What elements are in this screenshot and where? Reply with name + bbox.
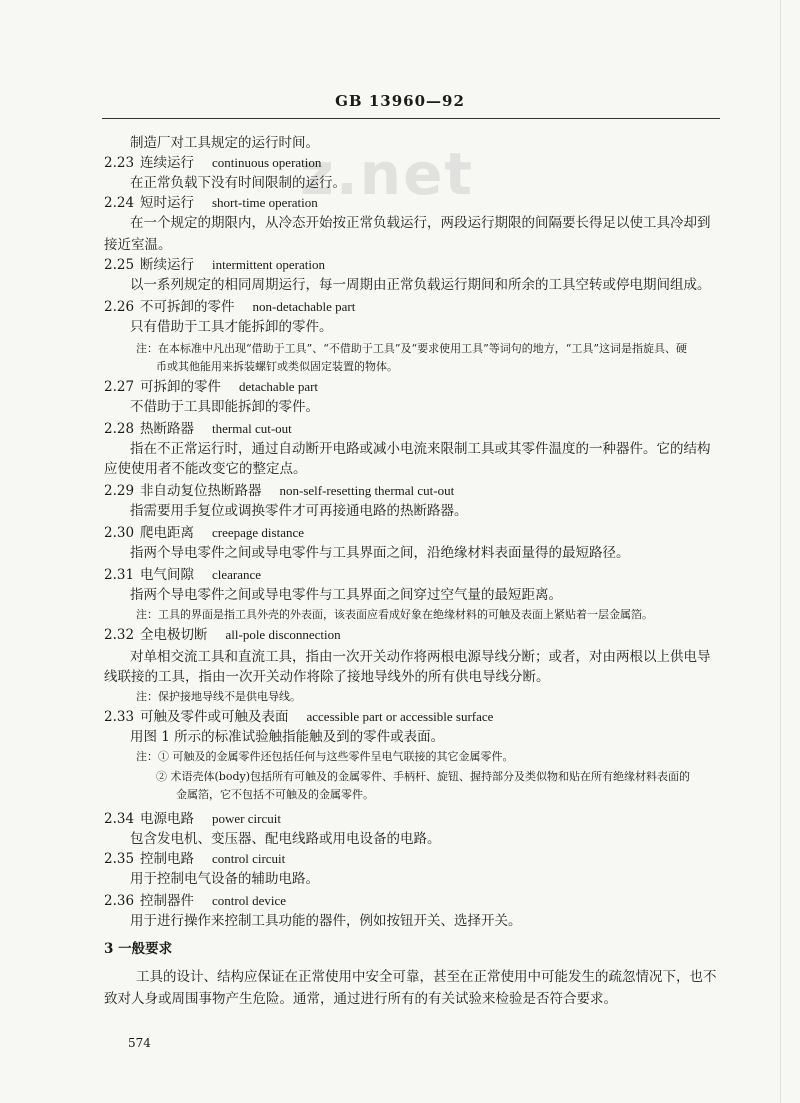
body-text-line: 应使使用者不能改变它的整定点。 — [104, 461, 307, 477]
body-text-line: 指需要用手复位或调换零件才可再接通电路的热断路器。 — [130, 503, 468, 519]
term-english: accessible part or accessible surface — [306, 709, 494, 724]
body-text-line: 制造厂对工具规定的运行时间。 — [130, 135, 319, 151]
body-text-line: 指两个导电零件之间或导电零件与工具界面之间穿过空气量的最短距离。 — [130, 587, 562, 603]
term-entry — [104, 626, 341, 644]
term-english: creepage distance — [212, 525, 305, 540]
term-english: clearance — [212, 567, 262, 582]
term-number: 2.35 — [104, 851, 135, 867]
term-number: 2.29 — [104, 483, 135, 499]
term-chinese: 可触及零件或可触及表面 — [140, 709, 289, 725]
body-text-line: 指两个导电零件之间或导电零件与工具界面之间，沿绝缘材料表面量得的最短路径。 — [130, 545, 630, 561]
section-heading: 3 一般要求 — [104, 941, 173, 957]
body-text-line: 线联接的工具，指由一次开关动作将除了接地导线外的所有供电导线分断。 — [104, 669, 550, 685]
term-entry — [104, 566, 261, 584]
term-chinese: 全电极切断 — [140, 627, 208, 643]
term-number: 2.26 — [104, 299, 135, 315]
note-line: 币或其他能用来拆装螺钉或类似固定装置的物体。 — [156, 360, 398, 373]
term-number: 2.33 — [104, 709, 135, 725]
term-entry — [104, 256, 325, 274]
term-number: 2.32 — [104, 627, 135, 643]
term-english: all-pole disconnection — [225, 627, 341, 642]
term-chinese: 可拆卸的零件 — [140, 379, 221, 395]
body-text-line: 不借助于工具即能拆卸的零件。 — [130, 399, 319, 415]
scan-edge — [780, 0, 781, 1103]
header-divider — [102, 118, 720, 119]
term-chinese: 电气间隙 — [140, 567, 194, 583]
term-entry — [104, 378, 318, 396]
term-english: non-self-resetting thermal cut-out — [279, 483, 455, 498]
term-entry — [104, 524, 304, 542]
term-entry — [104, 708, 493, 726]
term-entry — [104, 892, 286, 910]
note-line: 注：工具的界面是指工具外壳的外表面，该表面应看成好象在绝缘材料的可触及表面上紧贴着一层金属箔。 — [136, 608, 653, 621]
term-chinese: 连续运行 — [140, 155, 194, 171]
term-chinese: 不可拆卸的零件 — [140, 299, 235, 315]
term-english: thermal cut-out — [212, 421, 292, 436]
term-entry — [104, 420, 292, 438]
term-chinese: 控制电路 — [140, 851, 194, 867]
term-number: 2.36 — [104, 893, 135, 909]
body-text-line: 在一个规定的期限内，从冷态开始按正常负载运行，两段运行期限的间隔要长得足以使工具冷却到 — [130, 215, 711, 231]
watermark: z.net — [300, 140, 475, 208]
term-english: continuous operation — [212, 155, 322, 170]
term-english: non-detachable part — [252, 299, 356, 314]
body-text-line: 致对人身或周围事物产生危险。通常，通过进行所有的有关试验来检验是否符合要求。 — [104, 991, 617, 1007]
term-number: 2.30 — [104, 525, 135, 541]
term-chinese: 电源电路 — [140, 811, 194, 827]
term-english: control circuit — [212, 851, 286, 866]
body-text-line: 工具的设计、结构应保证在正常使用中安全可靠，甚至在正常使用中可能发生的疏忽情况下，也不 — [136, 969, 717, 985]
term-number: 2.24 — [104, 195, 135, 211]
term-entry — [104, 298, 355, 316]
term-english: power circuit — [212, 811, 281, 826]
note-line: 注：保护接地导线不是供电导线。 — [136, 690, 301, 703]
body-text-line: 用于进行操作来控制工具功能的器件，例如按钮开关、选择开关。 — [130, 913, 522, 929]
term-chinese: 短时运行 — [140, 195, 194, 211]
term-chinese: 热断路器 — [140, 421, 194, 437]
term-chinese: 控制器件 — [140, 893, 194, 909]
term-entry — [104, 482, 454, 500]
term-number: 2.25 — [104, 257, 135, 273]
term-entry — [104, 194, 318, 212]
term-english: intermittent operation — [212, 257, 325, 272]
term-english: short-time operation — [212, 195, 318, 210]
term-english: control device — [212, 893, 286, 908]
body-text-line: 包含发电机、变压器、配电线路或用电设备的电路。 — [130, 831, 441, 847]
term-number: 2.34 — [104, 811, 135, 827]
body-text-line: 在正常负载下没有时间限制的运行。 — [130, 175, 346, 191]
term-chinese: 非自动复位热断路器 — [140, 483, 262, 499]
body-text-line: 接近室温。 — [104, 237, 172, 253]
note-line: 注：在本标准中凡出现“借助于工具”、“不借助于工具”及“要求使用工具”等词句的地方，“工具”这词是指旋具、硬 — [136, 342, 687, 355]
term-number: 2.31 — [104, 567, 135, 583]
note-line: 注：① 可触及的金属零件还包括任何与这些零件呈电气联接的其它金属零件。 — [136, 750, 514, 763]
body-text-line: 用于控制电气设备的辅助电路。 — [130, 871, 319, 887]
page-header: GB 13960—92 — [335, 92, 465, 110]
term-entry — [104, 850, 285, 868]
body-text-line: 只有借助于工具才能拆卸的零件。 — [130, 319, 333, 335]
body-text-line: 对单相交流工具和直流工具，指由一次开关动作将两根电源导线分断；或者，对由两根以上供电导 — [130, 649, 711, 665]
term-chinese: 断续运行 — [140, 257, 194, 273]
body-text-line: 指在不正常运行时，通过自动断开电路或减小电流来限制工具或其零件温度的一种器件。它的结构 — [130, 441, 711, 457]
body-text-line: 以一系列规定的相同周期运行，每一周期由正常负载运行期间和所余的工具空转或停电期间组成。 — [130, 277, 711, 293]
note-line: 金属箔，它不包括不可触及的金属零件。 — [176, 788, 374, 801]
term-number: 2.27 — [104, 379, 135, 395]
term-number: 2.28 — [104, 421, 135, 437]
term-chinese: 爬电距离 — [140, 525, 194, 541]
term-number: 2.23 — [104, 155, 135, 171]
term-english: detachable part — [239, 379, 319, 394]
page-number: 574 — [128, 1036, 151, 1050]
term-entry — [104, 810, 281, 828]
term-entry — [104, 154, 321, 172]
note-line: ② 术语壳体(body)包括所有可触及的金属零件、手柄杆、旋钮、握持部分及类似物和贴在所有绝缘材料表面的 — [156, 770, 690, 783]
body-text-line: 用图 1 所示的标准试验触指能触及到的零件或表面。 — [130, 729, 445, 745]
